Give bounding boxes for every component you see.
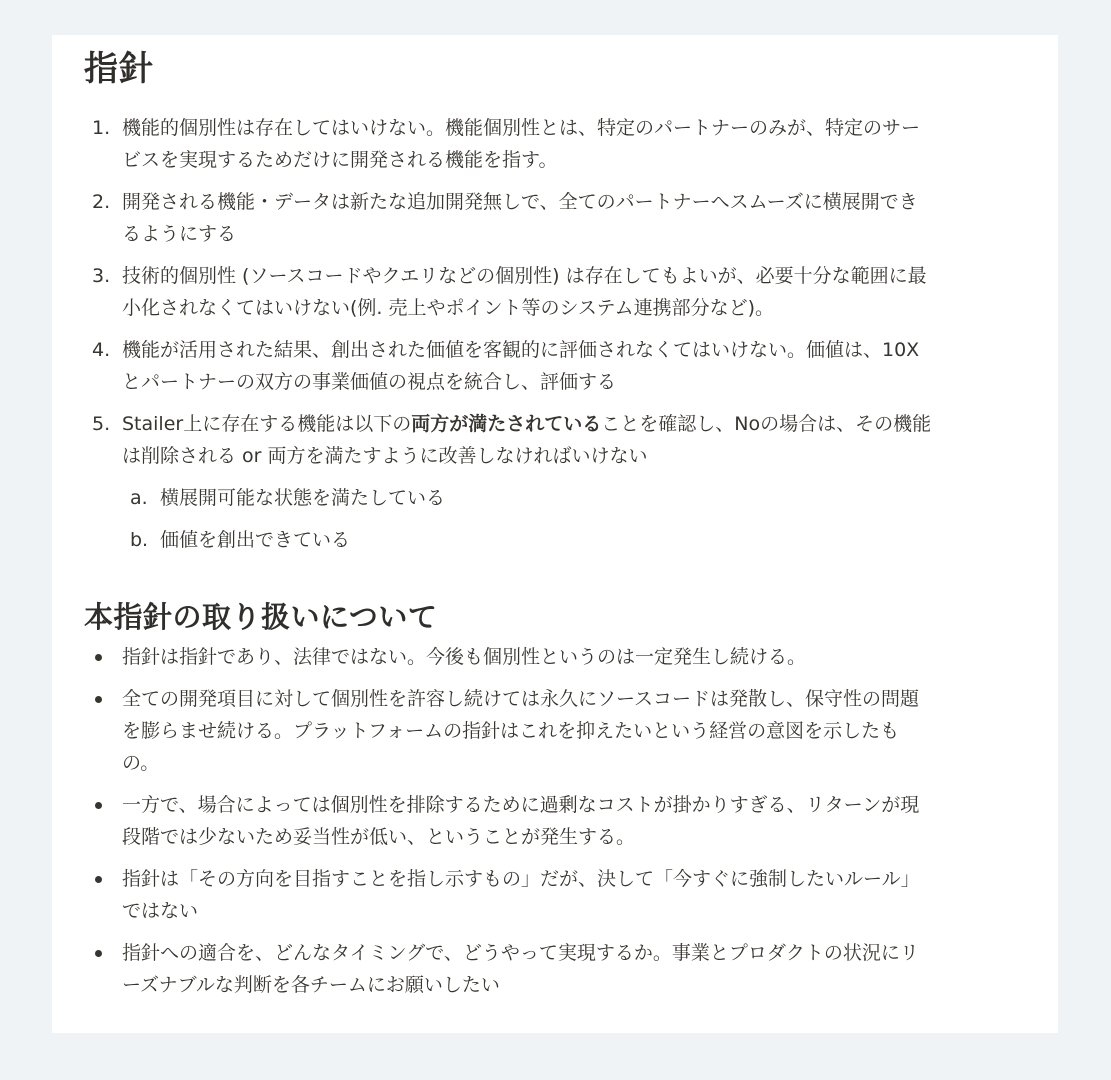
item-text: 機能的個別性は存在してはいけない。機能個別性とは、特定のパートナーのみが、特定のサー bbox=[122, 116, 921, 139]
item-text: を膨らませ続ける。プラットフォームの指針はこれを抑えたいという経営の意図を示したも bbox=[122, 719, 900, 742]
list-number: 3. bbox=[92, 264, 111, 287]
list-letter: b. bbox=[130, 528, 149, 551]
item-text-post: ことを確認し、Noの場合は、その機能 bbox=[601, 412, 932, 435]
bullet-icon bbox=[95, 654, 102, 661]
list-item bbox=[84, 334, 1018, 398]
item-text-bold: 両方が満たされている bbox=[411, 412, 602, 435]
list-number: 5. bbox=[92, 412, 111, 435]
bullet-icon bbox=[95, 950, 102, 957]
item-text: の。 bbox=[122, 751, 160, 774]
sub-list-item bbox=[84, 524, 1018, 556]
list-number: 4. bbox=[92, 338, 111, 361]
item-text: ではない bbox=[122, 899, 199, 922]
bullet-item bbox=[84, 789, 1018, 853]
item-text: 小化されなくてはいけない(例. 売上やポイント等のシステム連携部分など)。 bbox=[122, 296, 775, 319]
item-text: 機能が活用された結果、創出された価値を客観的に評価されなくてはいけない。価値は、10X bbox=[122, 338, 920, 361]
item-text: とパートナーの双方の事業価値の視点を統合し、評価する bbox=[122, 370, 617, 393]
item-text: ーズナブルな判断を各チームにお願いしたい bbox=[122, 973, 500, 996]
list-item bbox=[84, 186, 1018, 250]
sub-list bbox=[84, 482, 1018, 556]
bullet-icon bbox=[95, 802, 102, 809]
sub-list-item bbox=[84, 482, 1018, 514]
heading-handling: 本指針の取り扱いについて bbox=[84, 599, 438, 634]
guidelines-list bbox=[84, 112, 1018, 472]
item-text: 指針は「その方向を目指すことを指し示すもの」だが、決して「今すぐに強制したいルール」 bbox=[122, 867, 920, 890]
bullet-icon bbox=[95, 696, 102, 703]
list-item bbox=[84, 408, 1018, 472]
document-card bbox=[52, 35, 1058, 1033]
item-text: 指針は指針であり、法律ではない。今後も個別性というのは一定発生し続ける。 bbox=[122, 645, 807, 668]
item-text: るようにする bbox=[122, 222, 237, 245]
handling-list bbox=[84, 641, 1018, 1001]
bullet-icon bbox=[95, 876, 102, 883]
item-text: ビスを実現するためだけに開発される機能を指す。 bbox=[122, 148, 558, 171]
bullet-item bbox=[84, 641, 1018, 673]
list-letter: a. bbox=[130, 486, 148, 509]
bullet-item bbox=[84, 863, 1018, 927]
item-text: 技術的個別性 (ソースコードやクエリなどの個別性) は存在してもよいが、必要十分な範囲に最 bbox=[122, 264, 927, 287]
item-text: 価値を創出できている bbox=[160, 528, 351, 551]
item-text: 一方で、場合によっては個別性を排除するために過剰なコストが掛かりすぎる、リターンが現 bbox=[122, 793, 920, 816]
item-text: 段階では少ないため妥当性が低い、ということが発生する。 bbox=[122, 825, 636, 848]
item-text: は削除される or 両方を満たすように改善しなければいけない bbox=[122, 444, 648, 467]
bullet-item bbox=[84, 937, 1018, 1001]
list-number: 1. bbox=[92, 116, 111, 139]
heading-guidelines: 指針 bbox=[84, 49, 154, 89]
bullet-item bbox=[84, 683, 1018, 779]
item-text: 指針への適合を、どんなタイミングで、どうやって実現するか。事業とプロダクトの状況にリ bbox=[122, 941, 919, 964]
item-text bbox=[122, 408, 1018, 440]
item-text: 全ての開発項目に対して個別性を許容し続けては永久にソースコードは発散し、保守性の問題 bbox=[122, 687, 920, 710]
list-number: 2. bbox=[92, 190, 111, 213]
item-text: 横展開可能な状態を満たしている bbox=[160, 486, 446, 509]
list-item bbox=[84, 112, 1018, 176]
item-text: 開発される機能・データは新たな追加開発無しで、全てのパートナーへスムーズに横展開でき bbox=[122, 190, 918, 213]
item-text-pre: Stailer上に存在する機能は以下の bbox=[122, 412, 412, 435]
list-item bbox=[84, 260, 1018, 324]
